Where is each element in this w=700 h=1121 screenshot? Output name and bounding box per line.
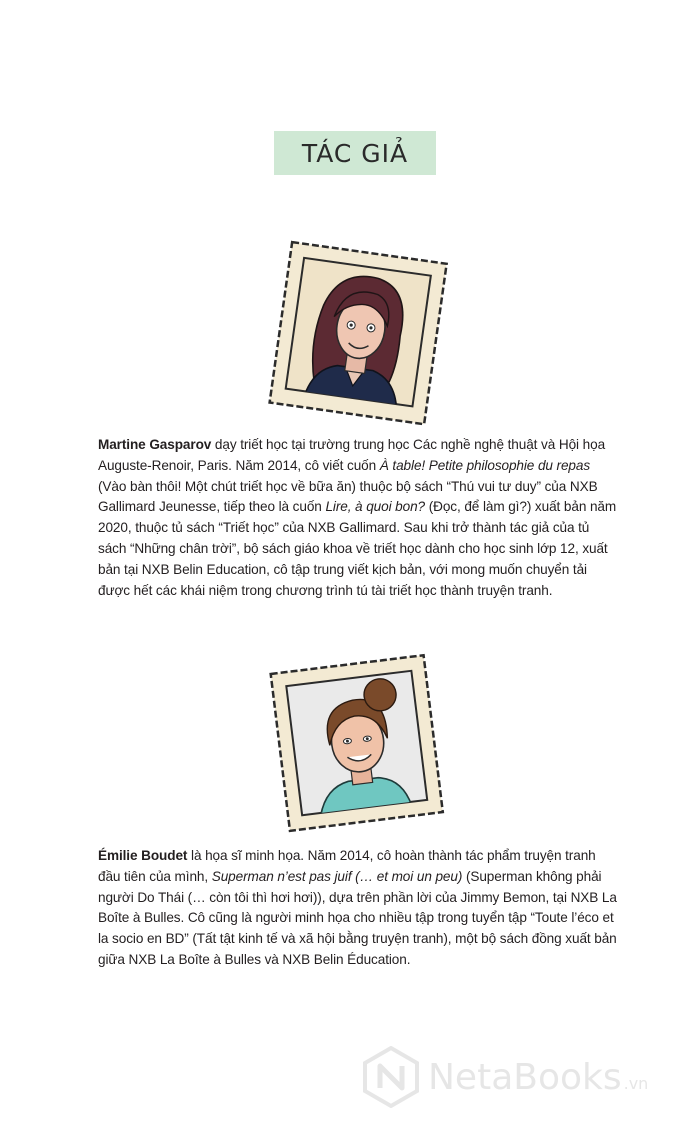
bio-text: là họa sĩ minh họa. Năm 2014, cô hoàn thành tác phẩm truyện tranh đầu tiên của mình, (98, 848, 596, 884)
book-title: Superman n’est pas juif (… et moi un peu) (211, 868, 463, 884)
bio-text: (Đọc, để làm gì?) xuất bản năm 2020, thuộc tủ sách “Triết học” của NXB Gallimard. Sau khi trở thành tác giả của tủ sách “Những chân trời”, bộ sách giáo khoa về triết học dành cho học sinh lớp 12, xuất bản tại NXB Belin Education, cô tập trung viết kịch bản, với mong muốn chuyển tải được hết các khái niệm trong chương trình tú tài triết học thành truyện tranh. (98, 499, 617, 598)
author-portrait-martine (262, 240, 452, 428)
author-name: Émilie Boudet (98, 848, 188, 863)
bio-text: dạy triết học tại trường trung học Các nghề nghệ thuật và Hội họa Auguste-Renoir, Paris. Năm 2014, cô viết cuốn (98, 437, 606, 473)
bio-text: (Vào bàn thôi! Một chút triết học về bữa ăn) thuộc bộ sách “Thú vui tư duy” của NXB Gallimard Jeunesse, tiếp theo là cuốn (98, 478, 598, 515)
author-bio-emilie (98, 846, 618, 971)
author-bio-martine (98, 435, 618, 601)
watermark (362, 1046, 648, 1108)
netabooks-logo-icon (362, 1046, 420, 1108)
page-title: TÁC GIẢ (301, 138, 409, 168)
watermark-brand: NetaBooks (428, 1056, 622, 1098)
book-title: Lire, à quoi bon? (325, 499, 426, 515)
bio-text: (Superman không phải người Do Thái (… còn tôi thì hơi hơi)), dựa trên phần lời của Jimmy Bemon, tại NXB La Boîte à Bulles. Cô cũng là người minh họa cho nhiều tập trong tuyển tập “Toute l’éco et la socio en BD” (Tất tật kinh tế và xã hội bằng truyện tranh), một bộ sách đồng xuất bản giữa NXB La Boîte à Bulles và NXB Belin Éducation. (98, 868, 617, 967)
watermark-tld: .vn (623, 1073, 649, 1093)
author-name: Martine Gasparov (98, 437, 212, 452)
section-title-box (274, 131, 436, 175)
book-title: À table! Petite philosophie du repas (379, 457, 591, 473)
author-portrait-emilie (262, 650, 452, 840)
